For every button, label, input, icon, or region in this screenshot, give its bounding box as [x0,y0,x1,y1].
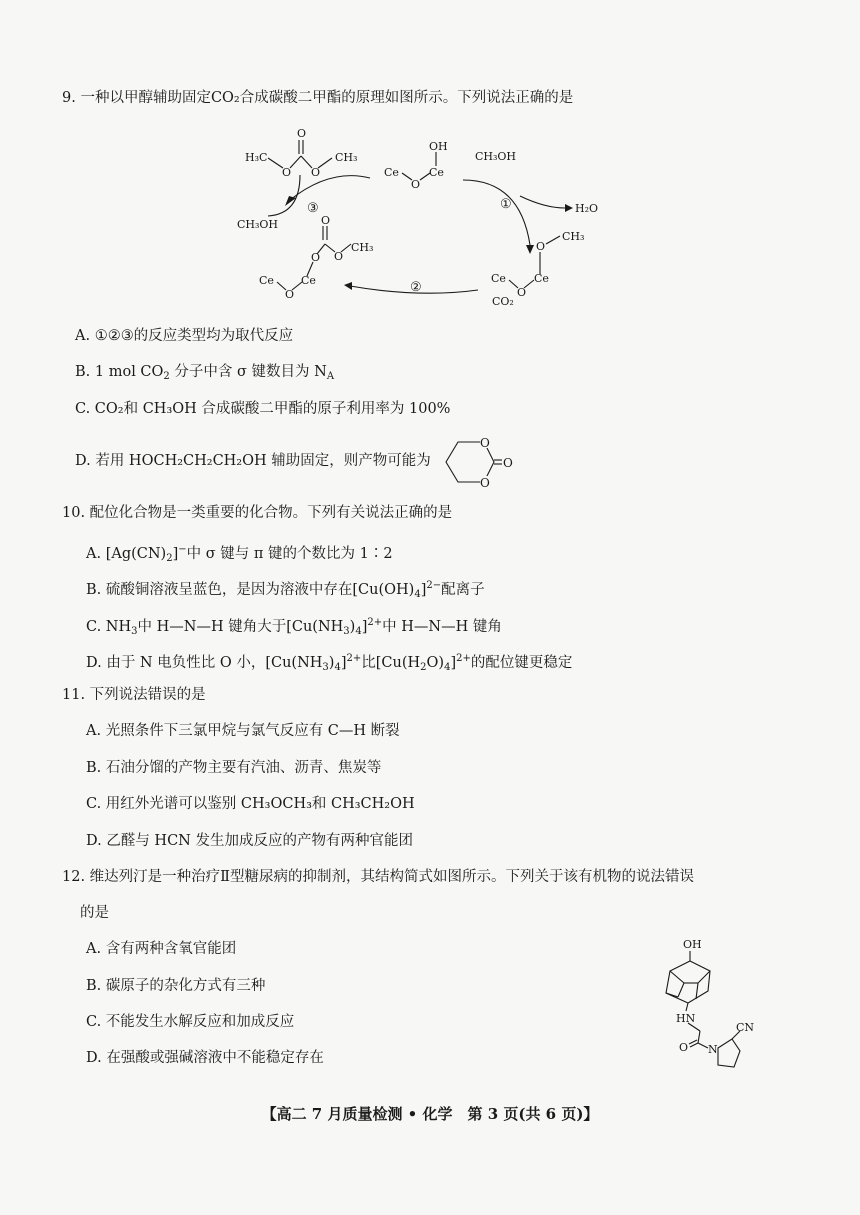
q12-stem-line2: 的是 [80,905,109,921]
q12-vildagliptin-structure [648,935,758,1085]
q9-label-o-bl1: O [311,251,321,264]
q10-option-c-mid2: ) [349,619,356,635]
q10-option-d-m2: ] [340,655,347,671]
q10-option-c-pre: C. NH [86,619,132,635]
q11-option-a: A. 光照条件下三氯甲烷与氯气反应有 C—H 断裂 [86,723,400,739]
q12-stem-line1: 12. 维达列汀是一种治疗Ⅱ型糖尿病的抑制剂，其结构简式如图所示。下列关于该有机物的说法错误 [62,869,695,885]
q10-option-c-mid: 中 H—N—H 键角大于[Cu(NH [137,619,344,635]
q9-label-ch3oh-left: CH₃OH [237,218,279,231]
q9-option-b-pre: B. 1 mol CO [75,364,164,380]
q9-label-o-carbonyl-bl: O [321,214,331,227]
q9-label-ce-top-left: Ce [384,166,399,179]
q9-label-o-top: O [411,178,421,191]
q9-label-ch3-br: CH₃ [562,230,585,243]
q11-stem: 11. 下列说法错误的是 [62,687,206,703]
q11-option-b: B. 石油分馏的产物主要有汽油、沥青、焦炭等 [86,760,382,776]
q10-option-d-sub4: 4 [444,662,451,673]
q9-option-b-sub: 2 [163,371,170,382]
q11-option-c: C. 用红外光谱可以鉴别 CH₃OCH₃和 CH₃CH₂OH [86,796,415,812]
q10-option-b-mid: ] [420,582,427,598]
q10-option-d-m4: O) [426,655,445,671]
q9-label-ce-br-right: Ce [534,272,549,285]
q10-option-c-sub: 3 [131,626,138,637]
q11-option-d: D. 乙醛与 HCN 发生加成反应的产物有两种官能团 [86,833,413,849]
q9-stem: 9. 一种以甲醇辅助固定CO₂合成碳酸二甲酯的原理如图所示。下列说法正确的是 [62,90,574,106]
q9-label-dmc-right: CH₃ [335,151,358,164]
q9-label-step1: ① [500,197,512,212]
q9-label-ce-br-left: Ce [491,272,506,285]
q9-label-o-br-top: O [536,240,546,253]
q10-option-c-post: 中 H—N—H 键角 [382,619,502,635]
q10-option-a-sup: − [178,544,187,555]
ring-o-top: O [480,436,490,450]
q9-label-ce-top-right: Ce [429,166,444,179]
q9-option-d-cyclic-carbonate [436,432,516,492]
q9-label-dmc-o1: O [282,166,292,179]
q10-option-a-mid: ] [172,546,179,562]
q9-option-c: C. CO₂和 CH₃OH 合成碳酸二甲酯的原子利用率为 100% [75,401,451,417]
q10-option-d-m3: 比[Cu(H [361,655,421,671]
q10-option-d-sup2: 2+ [456,653,471,664]
q9-option-b [75,362,334,387]
q9-label-ce-bl-right: Ce [301,274,316,287]
q10-option-d-m1: ) [328,655,335,671]
struct-n: N [708,1043,718,1056]
q9-reaction-cycle-diagram [0,0,860,320]
q10-option-c-sub2: 3 [343,626,350,637]
q10-option-d-sub3: 2 [420,662,427,673]
q9-label-dmc-o2: O [311,166,321,179]
q10-option-d-m5: ] [450,655,457,671]
q9-option-d: D. 若用 HOCH₂CH₂CH₂OH 辅助固定，则产物可能为 [75,453,431,469]
q12-option-c: C. 不能发生水解反应和加成反应 [86,1014,295,1030]
q9-label-ch3oh-top: CH₃OH [475,150,517,163]
q10-option-c-mid3: ] [361,619,368,635]
q10-option-b-pre: B. 硫酸铜溶液呈蓝色，是因为溶液中存在[Cu(OH) [86,582,415,598]
q10-stem: 10. 配位化合物是一类重要的化合物。下列有关说法正确的是 [62,505,453,521]
q9-label-step2: ② [410,280,422,295]
q10-option-a-pre: A. [Ag(CN) [86,546,167,562]
q9-label-o-bl3: O [285,288,295,301]
q10-option-d-sub2: 4 [334,662,341,673]
q10-option-c-sup: 2+ [367,617,383,628]
q12-option-d: D. 在强酸或强碱溶液中不能稳定存在 [86,1050,324,1066]
q9-label-oh-top: OH [429,140,448,153]
q9-label-o-br: O [517,286,527,299]
q12-option-b: B. 碳原子的杂化方式有三种 [86,978,266,994]
struct-o: O [679,1041,689,1054]
ring-o-bottom: O [480,476,490,490]
q9-label-ce-bl-left: Ce [259,274,274,287]
q10-option-d-post: 的配位键更稳定 [470,655,573,671]
q10-option-b-sub: 4 [414,589,421,600]
q9-label-dmc-o-carbonyl: O [297,127,307,140]
q12-option-a: A. 含有两种含氧官能团 [86,941,237,957]
page-footer: 【高二 7 月质量检测 • 化学 第 3 页(共 6 页)】 [261,1105,599,1123]
q9-label-h2o: H₂O [575,202,599,215]
struct-cn: CN [736,1021,755,1034]
q10-option-d-sup: 2+ [346,653,362,664]
q9-option-b-post: 分子中含 σ 键数目为 N [169,364,327,380]
ring-o-carbonyl: O [503,456,513,470]
q10-option-d [86,649,572,678]
struct-hn: HN [676,1012,696,1025]
q9-label-co2: CO₂ [492,295,514,308]
q10-option-b [86,576,485,605]
q10-option-d-sub: 3 [322,662,329,673]
q10-option-b-sup: 2− [426,580,442,591]
q9-label-ch3-bl: CH₃ [351,241,374,254]
q10-option-b-post: 配离子 [441,582,485,598]
q9-label-step3: ③ [307,201,319,216]
q10-option-d-pre: D. 由于 N 电负性比 O 小，[Cu(NH [86,655,323,671]
q10-option-a [86,540,393,569]
q10-option-c-sub3: 4 [355,626,362,637]
q10-option-a-post: 中 σ 键与 π 键的个数比为 1∶2 [186,546,393,562]
q9-label-o-bl2: O [334,250,344,263]
q9-option-b-sub2: A [326,371,335,382]
q10-option-a-sub: 2 [166,553,173,564]
q9-option-a: A. ①②③的反应类型均为取代反应 [75,328,294,344]
q9-label-dmc-left: H₃C [245,151,268,164]
struct-oh: OH [683,938,702,951]
q10-option-c [86,613,502,642]
